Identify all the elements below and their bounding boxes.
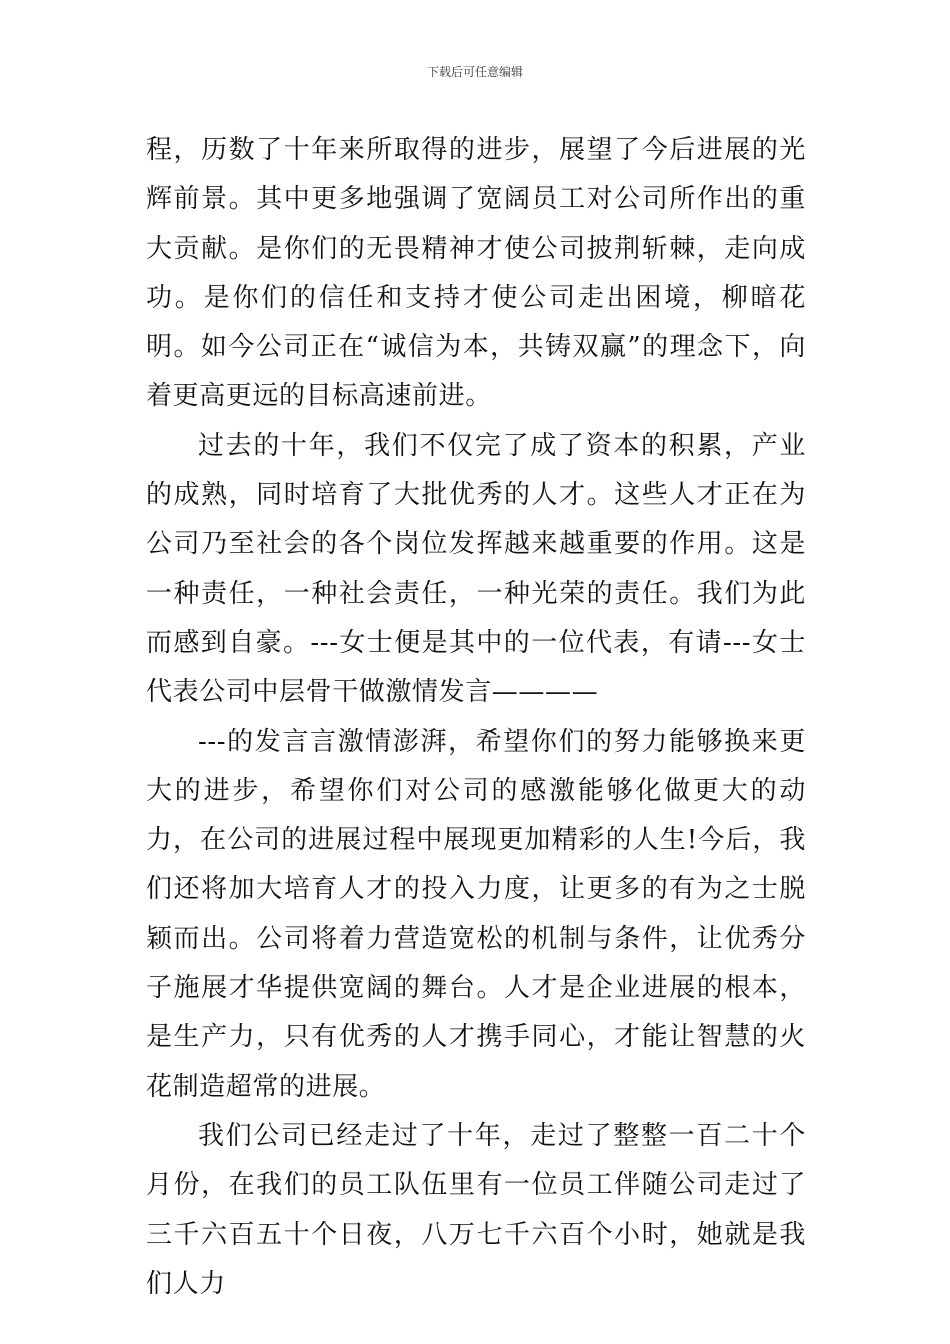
page-header-note: 下载后可任意编辑 bbox=[426, 65, 523, 79]
paragraph-4: 我们公司已经走过了十年，走过了整整一百二十个月份，在我们的员工队伍里有一位员工伴随公司走过了三千六百五十个日夜，八万七千六百个小时，她就是我们人力 bbox=[146, 1120, 806, 1299]
document-body bbox=[146, 126, 806, 1309]
paragraph-1: 程，历数了十年来所取得的进步，展望了今后进展的光辉前景。其中更多地强调了宽阔员工对公司所作出的重大贡献。是你们的无畏精神才使公司披荆斩棘，走向成功。是你们的信任和支持才使公司走出困境，柳暗花明。如今公司正在“诚信为本，共铸双赢”的理念下，向着更高更远的目标高速前进。 bbox=[146, 135, 806, 412]
paragraph-2: 过去的十年，我们不仅完了成了资本的积累，产业的成熟，同时培育了大批优秀的人才。这些人才正在为公司乃至社会的各个岗位发挥越来越重要的作用。这是一种责任，一种社会责任，一种光荣的责任。我们为此而感到自豪。---女士便是其中的一位代表，有请---女士代表公司中层骨干做激情发言———— bbox=[146, 430, 806, 708]
paragraph-3: ---的发言言激情澎湃，希望你们的努力能够换来更大的进步，希望你们对公司的感激能够化做更大的动力，在公司的进展过程中展现更加精彩的人生!今后，我们还将加大培育人才的投入力度，让更多的有为之士脱颖而出。公司将着力营造宽松的机制与条件，让优秀分子施展才华提供宽阔的舞台。人才是企业进展的根本，是生产力，只有优秀的人才携手同心，才能让智慧的火花制造超常的进展。 bbox=[146, 726, 806, 1102]
